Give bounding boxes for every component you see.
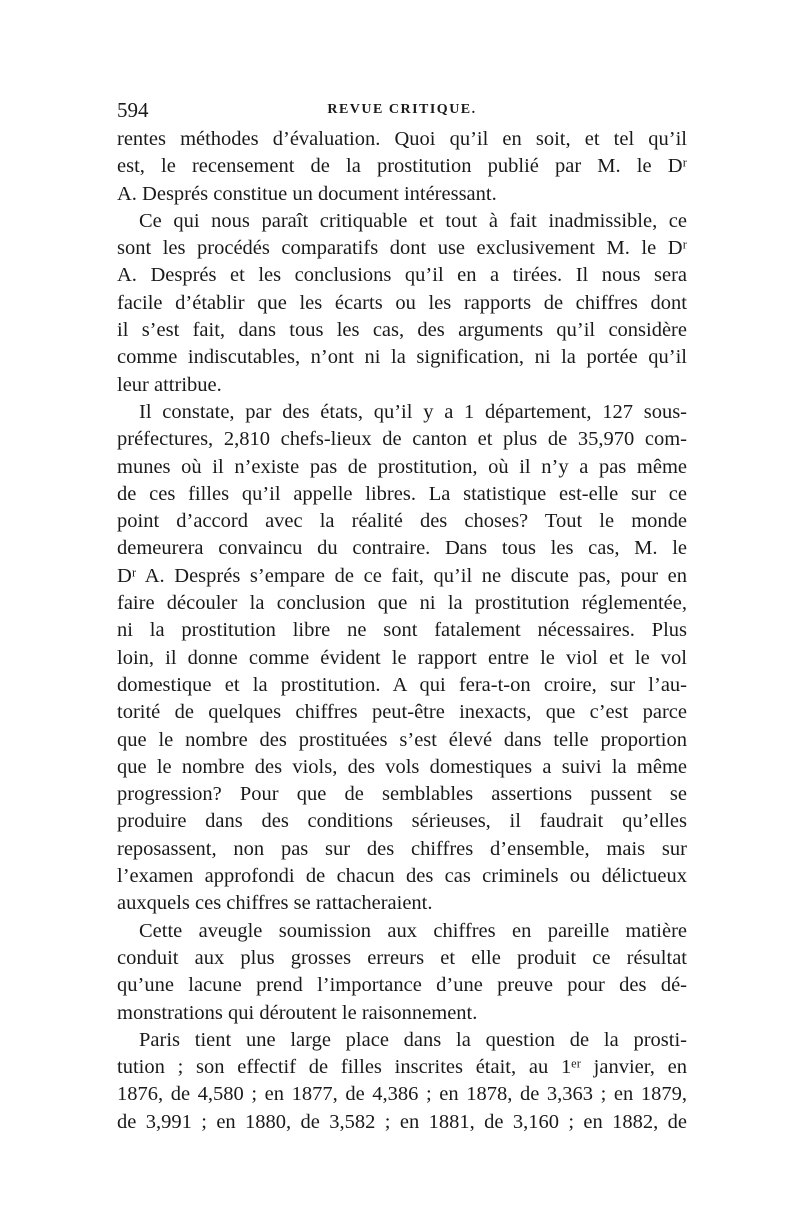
text-line: ni la prostitution libre ne sont fatalement nécessaires. Plus: [117, 619, 687, 642]
text-line: tution ; son effectif de filles inscrites était, au 1ᵉʳ janvier, en: [117, 1056, 687, 1079]
text-line: Cette aveugle soumission aux chiffres en pareille matière: [139, 919, 687, 942]
text-line: que le nombre des prostituées s’est élevé dans telle proportion: [117, 728, 687, 751]
text-line: facile d’établir que les écarts ou les rapports de chiffres dont: [117, 291, 687, 314]
text-line: munes où il n’existe pas de prostitution, où il n’y a pas même: [117, 455, 687, 478]
body-text: [117, 126, 687, 1136]
text-line: l’examen approfondi de chacun des cas criminels ou délictueux: [117, 865, 687, 888]
text-line: faire découler la conclusion que ni la prostitution réglementée,: [117, 592, 687, 615]
text-line: loin, il donne comme évident le rapport entre le viol et le vol: [117, 646, 687, 669]
text-line: torité de quelques chiffres peut-être inexacts, que c’est parce: [117, 701, 687, 724]
text-line: Il constate, par des états, qu’il y a 1 département, 127 sous-: [139, 400, 687, 423]
text-line: point d’accord avec la réalité des choses? Tout le monde: [117, 510, 687, 533]
text-line: reposassent, non pas sur des chiffres d’ensemble, mais sur: [117, 837, 687, 860]
text-line: progression? Pour que de semblables assertions pussent se: [117, 783, 687, 806]
text-line: préfectures, 2,810 chefs-lieux de canton et plus de 35,970 com-: [117, 428, 687, 451]
text-line: que le nombre des viols, des vols domestiques a suivi la même: [117, 755, 687, 778]
text-line: monstrations qui déroutent le raisonnement.: [117, 1001, 478, 1024]
text-line: comme indiscutables, n’ont ni la signification, ni la portée qu’il: [117, 346, 687, 369]
text-line: sont les procédés comparatifs dont use exclusivement M. le Dʳ: [117, 237, 687, 260]
text-line: est, le recensement de la prostitution publié par M. le Dʳ: [117, 155, 687, 178]
text-line: de ces filles qu’il appelle libres. La statistique est-elle sur ce: [117, 482, 687, 505]
text-line: A. Després et les conclusions qu’il en a tirées. Il nous sera: [117, 264, 687, 287]
text-line: rentes méthodes d’évaluation. Quoi qu’il en soit, et tel qu’il: [117, 128, 687, 150]
text-line: 1876, de 4,580 ; en 1877, de 4,386 ; en 1878, de 3,363 ; en 1879,: [117, 1083, 687, 1106]
text-line: qu’une lacune prend l’importance d’une preuve pour des dé-: [117, 974, 687, 997]
text-line: auxquels ces chiffres se rattacheraient.: [117, 892, 433, 915]
page-number: 594: [117, 98, 149, 122]
text-line: produire dans des conditions sérieuses, il faudrait qu’elles: [117, 810, 687, 833]
text-line: Ce qui nous paraît critiquable et tout à fait inadmissible, ce: [139, 209, 687, 232]
text-line: Paris tient une large place dans la question de la prosti-: [139, 1028, 687, 1051]
journal-title: REVUE CRITIQUE.: [327, 102, 477, 117]
text-line: leur attribue.: [117, 373, 222, 396]
running-head: [117, 98, 687, 126]
text-line: Dʳ A. Després s’empare de ce fait, qu’il ne discute pas, pour en: [117, 564, 687, 587]
text-line: il s’est fait, dans tous les cas, des arguments qu’il considère: [117, 319, 687, 342]
text-line: de 3,991 ; en 1880, de 3,582 ; en 1881, de 3,160 ; en 1882, de: [117, 1110, 687, 1133]
text-line: conduit aux plus grosses erreurs et elle produit ce résultat: [117, 946, 687, 969]
text-line: demeurera convaincu du contraire. Dans tous les cas, M. le: [117, 537, 687, 560]
text-line: domestique et la prostitution. A qui fera-t-on croire, sur l’au-: [117, 673, 687, 696]
text-line: A. Després constitue un document intéressant.: [117, 182, 497, 205]
